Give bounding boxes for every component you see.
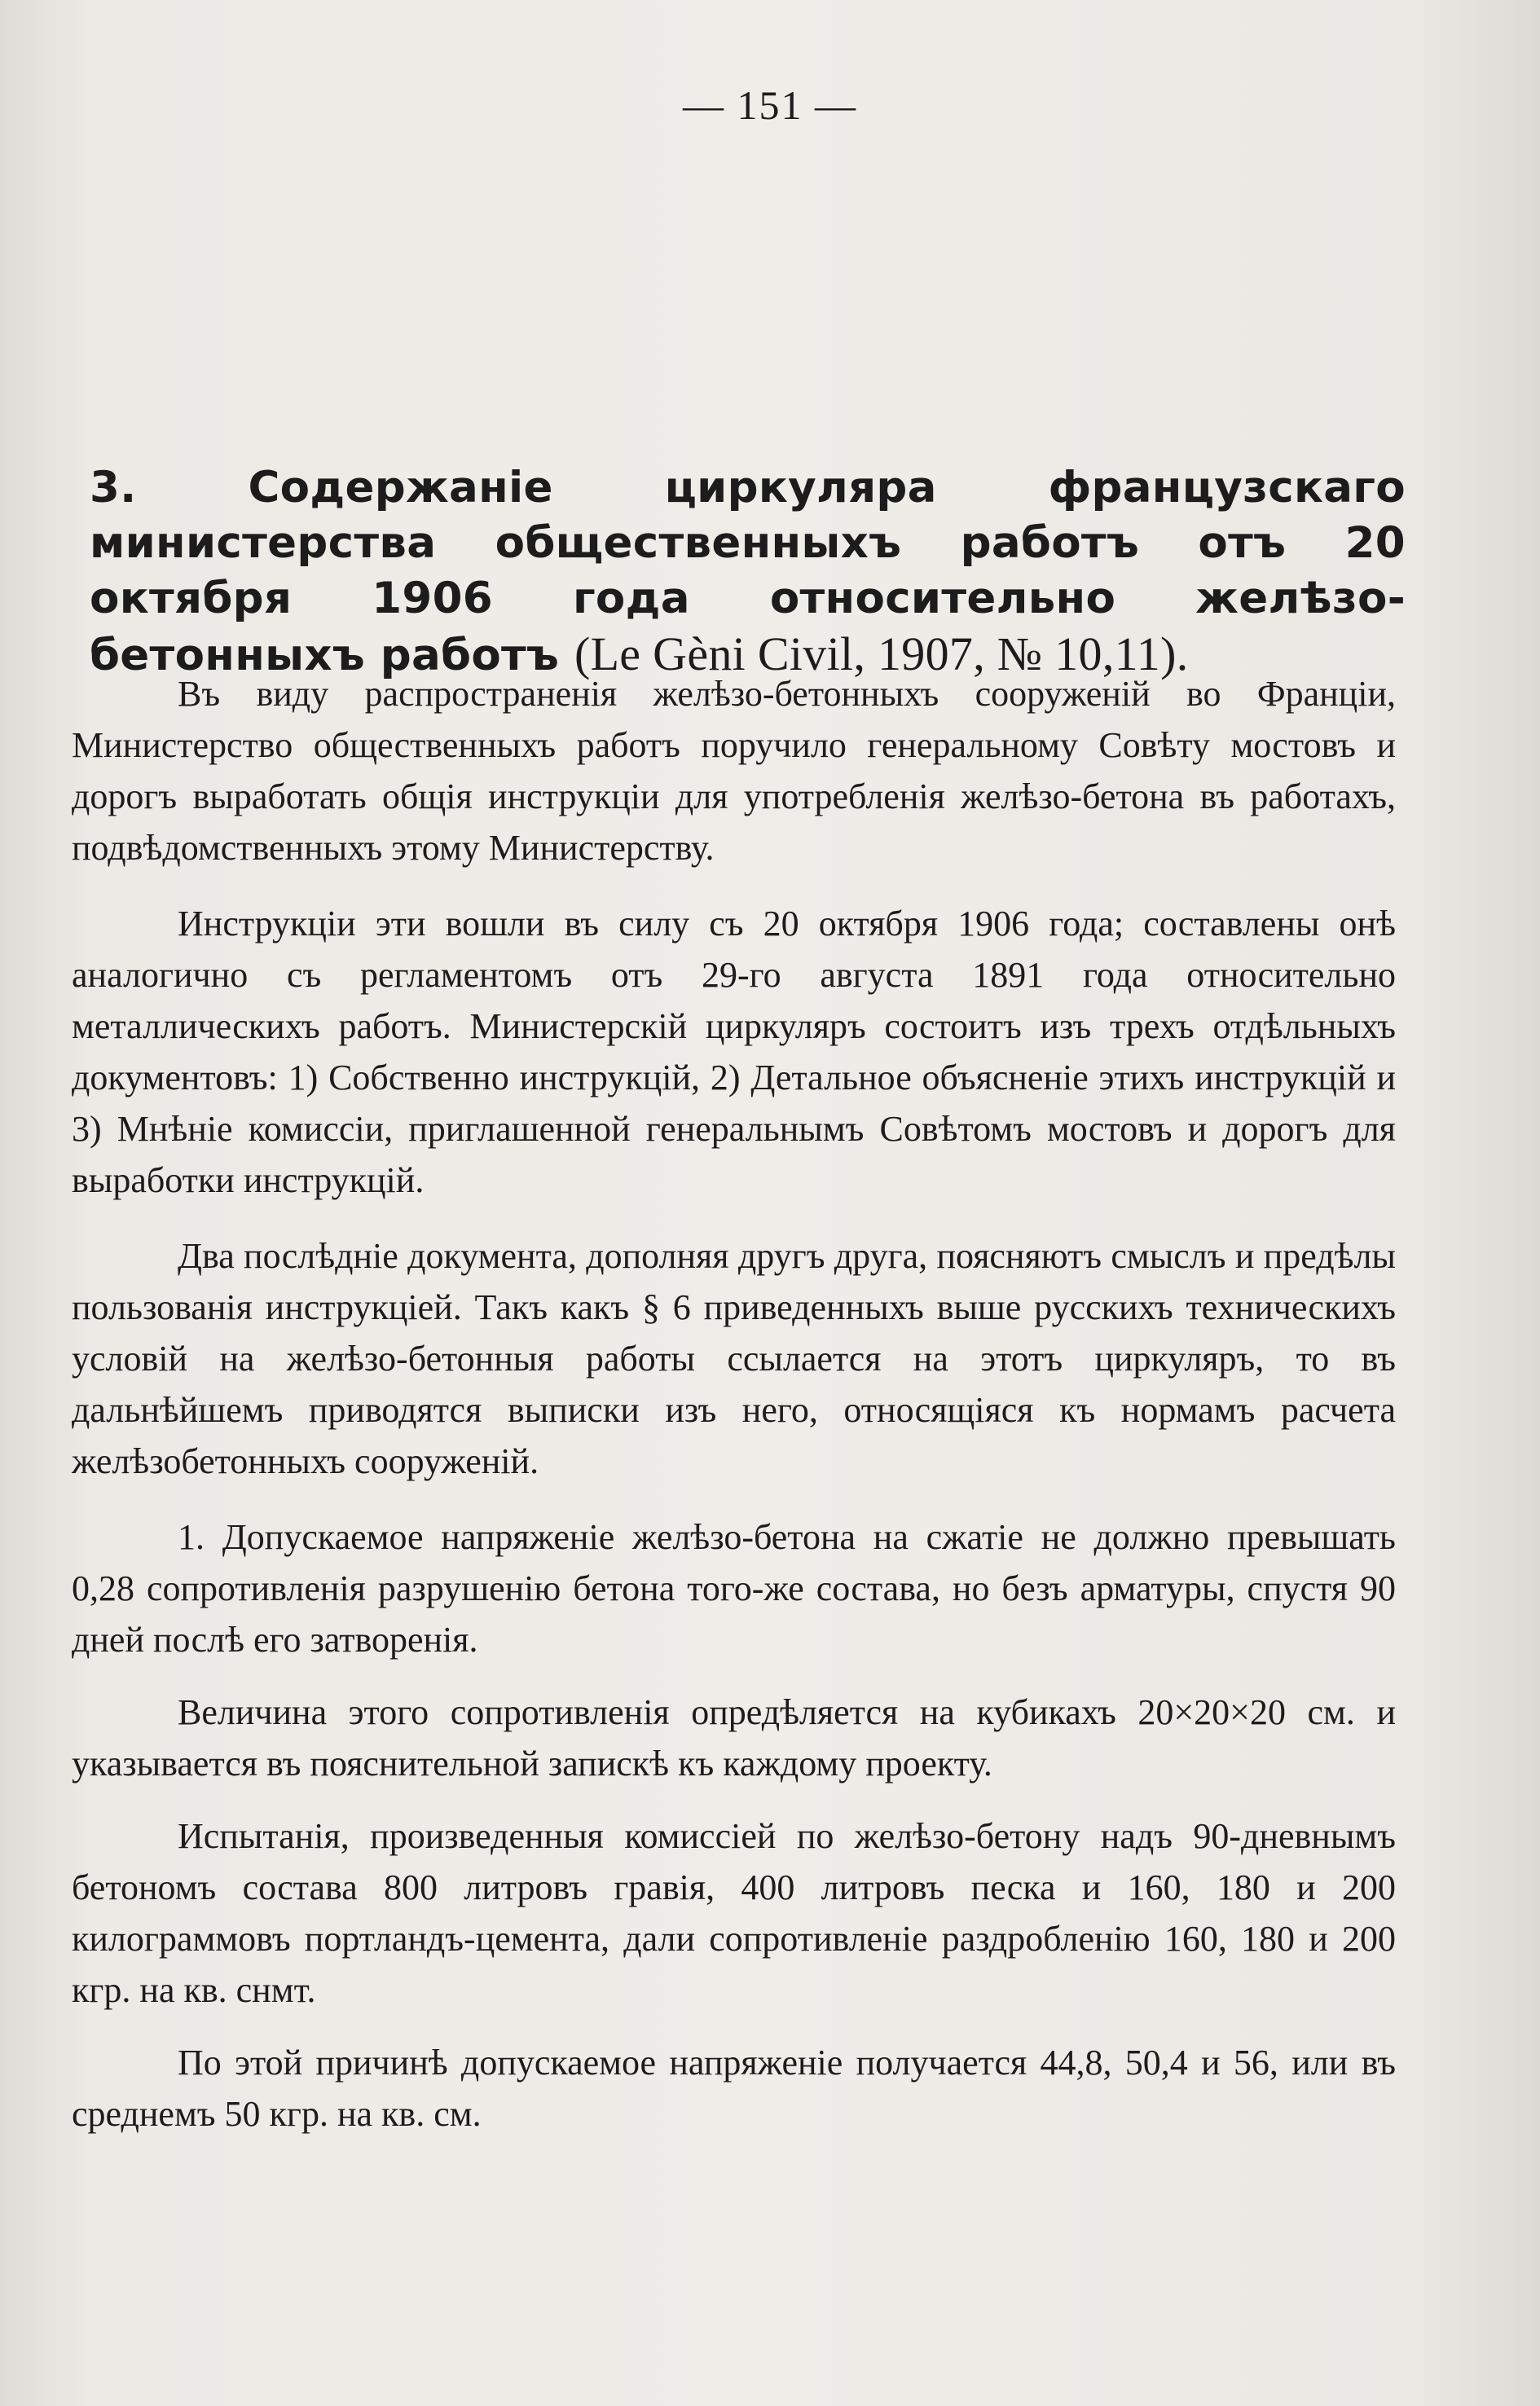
page-number: — 151 — bbox=[683, 82, 857, 128]
section-title: 3. Содержаніе циркуляра французскаго министерства общественныхъ работъ отъ 20 октября 1906 года относительно желѣзо-бетонныхъ работъ bbox=[90, 463, 1406, 680]
body-text bbox=[72, 668, 1396, 2161]
paragraph-cube-test: Величина этого сопротивленія опредѣляется на кубикахъ 20×20×20 см. и указывается въ пояснительной запискѣ къ каждому проекту. bbox=[72, 1692, 1396, 1784]
section-heading bbox=[90, 460, 1406, 684]
paragraph-documents: Два послѣдніе документа, дополняя другъ друга, поясняютъ смыслъ и предѣлы пользованія инструкціей. Такъ какъ § 6 приведенныхъ выше русскихъ техническихъ условій на желѣзо-бетонныя работы ссылается на этотъ циркуляръ, то въ дальнѣйшемъ приводятся выписки изъ него, относящіяся къ нормамъ расчета желѣзобетонныхъ сооруженій. bbox=[72, 1236, 1396, 1481]
paragraph-allowed-stress: По этой причинѣ допускаемое напряженіе получается 44,8, 50,4 и 56, или въ среднемъ 50 кгр. на кв. см. bbox=[72, 2043, 1396, 2134]
paragraph-instructions: Инструкціи эти вошли въ силу съ 20 октября 1906 года; составлены онѣ аналогично съ регламентомъ отъ 29-го августа 1891 года относительно металлическихъ работъ. Министерскій циркуляръ состоитъ изъ трехъ отдѣльныхъ документовъ: 1) Собственно инструкцій, 2) Детальное объясненіе этихъ инструкцій и 3) Мнѣніе комиссіи, приглашенной генеральнымъ Совѣтомъ мостовъ и дорогъ для выработки инструкцій. bbox=[72, 904, 1396, 1200]
section-citation: (Le Gènі Civil, 1907, № 10,11). bbox=[574, 627, 1189, 680]
paragraph-commission-tests: Испытанія, произведенныя комиссіей по желѣзо-бетону надъ 90-дневнымъ бетономъ состава 800 литровъ гравія, 400 литровъ песка и 160, 180 и 200 килограммовъ портландъ-цемента, дали сопротивленіе раздробленію 160, 180 и 200 кгр. на кв. снмт. bbox=[72, 1816, 1396, 2010]
paragraph-rule-1: 1. Допускаемое напряженіе желѣзо-бетона на сжатіе не должно превышать 0,28 сопротивленія разрушенію бетона того-же состава, но безъ арматуры, спустя 90 дней послѣ его затворенія. bbox=[72, 1517, 1396, 1660]
paragraph-intro: Въ виду распространенія желѣзо-бетонныхъ сооруженій во Франціи, Министерство общественныхъ работъ поручило генеральному Совѣту мостовъ и дорогъ выработать общія инструкціи для употребленія желѣзо-бетона въ работахъ, подвѣдомственныхъ этому Министерству. bbox=[72, 674, 1396, 868]
